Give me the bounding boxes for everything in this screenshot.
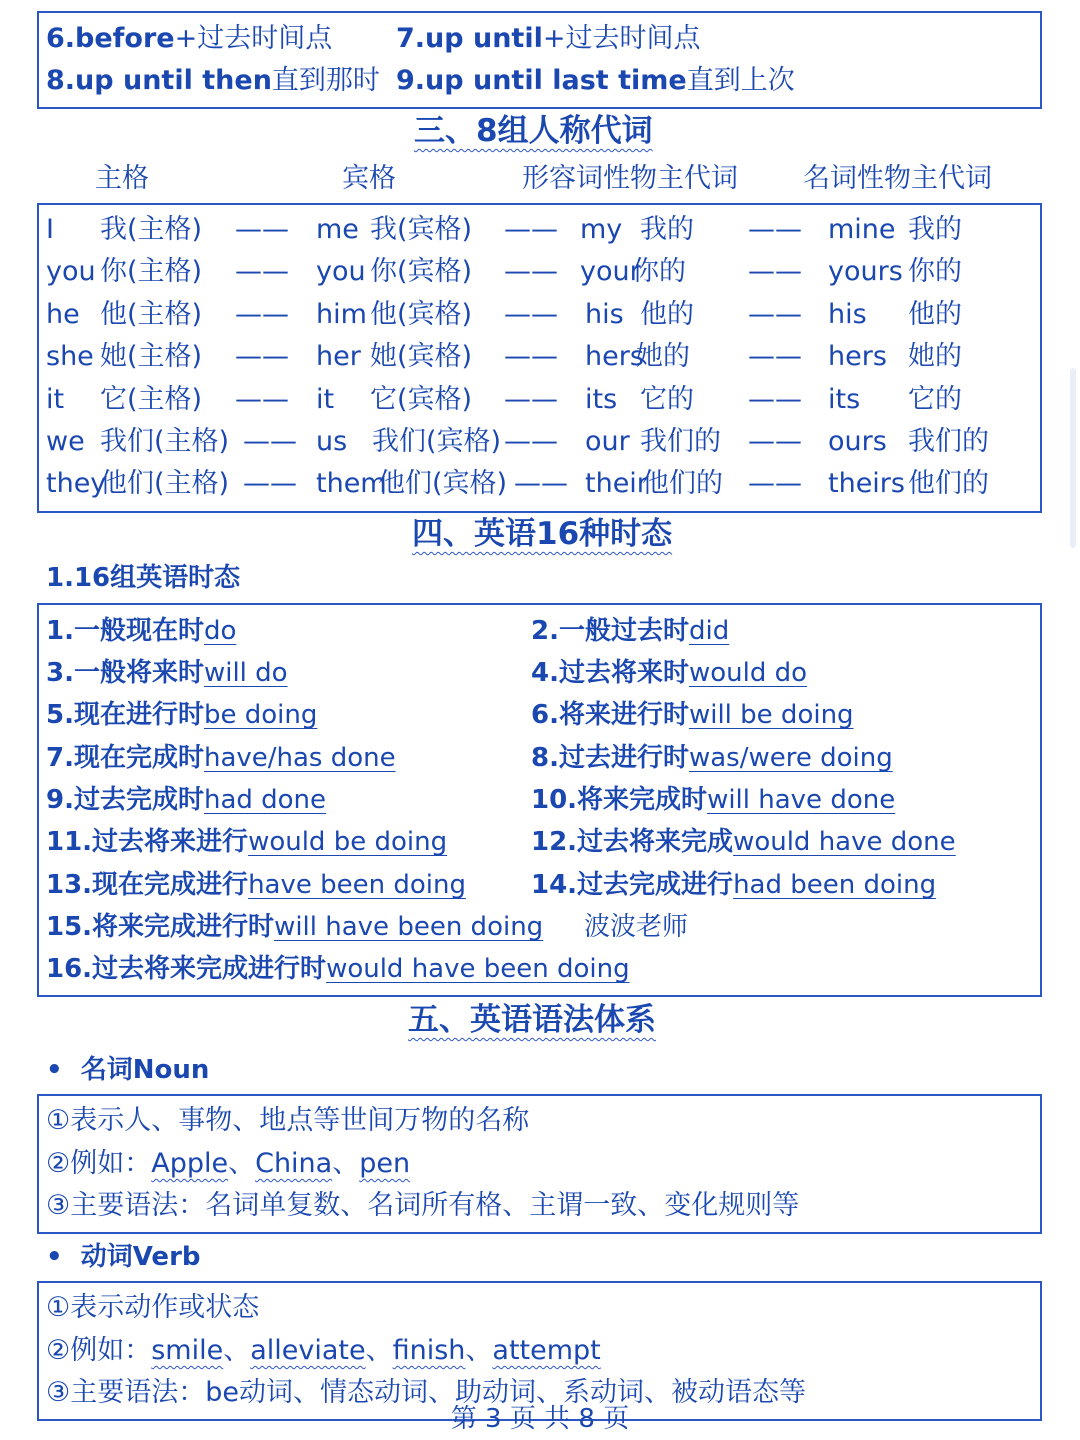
dash: —— <box>748 425 802 457</box>
grammar-heading: 五、英语语法体系 <box>408 1002 656 1038</box>
pronoun-noun: ours <box>828 425 887 457</box>
tense-item: 15.将来完成进行时will have been doing <box>46 912 544 942</box>
pronoun-obj-cn: 它(宾格) <box>370 383 473 415</box>
tense-item: 13.现在完成进行have been doing <box>46 870 466 900</box>
tense-item: 6.将来进行时will be doing <box>531 700 854 730</box>
tense-item: 1.一般现在时do <box>46 616 237 646</box>
dash: —— <box>748 341 802 373</box>
pronoun-noun: his <box>828 298 867 330</box>
pronoun-noun: mine <box>828 214 896 245</box>
pronoun-header-objective: 宾格 <box>342 163 396 194</box>
tense-item: 10.将来完成时will have done <box>531 785 896 815</box>
pronoun-adj-cn: 他的 <box>640 298 694 330</box>
verb-examples: ②例如：smile、alleviate、finish、attempt <box>46 1335 601 1366</box>
pronoun-obj-cn: 他(宾格) <box>370 298 473 330</box>
pronoun-noun-cn: 她的 <box>908 341 962 373</box>
pronoun-adj-cn: 他们的 <box>642 468 723 500</box>
pronoun-adj-cn: 它的 <box>640 383 694 415</box>
pronoun-col-noun <box>828 209 905 506</box>
pronoun-obj-cn: 我(宾格) <box>370 214 473 245</box>
pronoun-col-subj <box>46 209 106 506</box>
tense-item: 8.过去进行时was/were doing <box>531 743 893 773</box>
pronoun-adj: my <box>580 214 623 245</box>
pronoun-subj-cn: 你(主格) <box>100 256 203 288</box>
pronoun-subj: I <box>46 214 54 245</box>
pronoun-header-adjectival: 形容词性物主代词 <box>522 163 738 194</box>
pronouns-heading: 三、8组人称代词 <box>414 113 653 149</box>
pronoun-col-noun-cn <box>908 209 989 506</box>
pronoun-subj-cn: 它(主格) <box>100 383 203 415</box>
tense-item: 7.现在完成时have/has done <box>46 743 396 773</box>
pronoun-obj: you <box>316 256 366 288</box>
tense-item: 11.过去将来进行would be doing <box>46 827 448 857</box>
tense-item: 16.过去将来完成进行时would have been doing <box>46 954 630 984</box>
tenses-heading: 四、英语16种时态 <box>412 516 673 552</box>
pronoun-subj: he <box>46 298 80 330</box>
pronoun-adj-cn: 你的 <box>632 256 686 288</box>
verb-title: • 动词Verb <box>46 1242 201 1272</box>
bullet-dot: • <box>46 1242 81 1272</box>
pronoun-noun-cn: 我的 <box>908 214 962 245</box>
bullet-dot: • <box>46 1055 81 1085</box>
dash: —— <box>243 425 297 457</box>
dash: —— <box>504 298 558 330</box>
pronoun-subj-cn: 他(主格) <box>100 298 203 330</box>
dash: —— <box>504 214 558 245</box>
dash: —— <box>514 468 568 500</box>
pronoun-col-dash-3 <box>748 209 802 506</box>
noun-examples: ②例如：Apple、China、pen <box>46 1148 411 1179</box>
dash: —— <box>748 383 802 415</box>
pronoun-obj: them <box>316 468 387 500</box>
noun-definition: ①表示人、事物、地点等世间万物的名称 <box>46 1105 530 1136</box>
verb-definition: ①表示动作或状态 <box>46 1292 260 1323</box>
pronoun-noun-cn: 你的 <box>908 256 962 288</box>
pronoun-noun: hers <box>828 341 887 373</box>
dash: —— <box>235 214 289 245</box>
pronoun-adj: our <box>585 425 630 457</box>
pronoun-adj: your <box>580 256 641 288</box>
pronoun-adj-cn: 我们的 <box>640 425 721 457</box>
tense-item: 2.一般过去时did <box>531 616 730 646</box>
tense-item: 4.过去将来时would do <box>531 658 808 688</box>
pronoun-subj: we <box>46 425 85 457</box>
pronoun-col-obj-cn <box>370 209 507 506</box>
dash: —— <box>748 298 802 330</box>
pronoun-subj: you <box>46 256 96 288</box>
pronoun-obj: me <box>316 214 359 245</box>
dash: —— <box>504 341 558 373</box>
pronoun-header-nominal: 名词性物主代词 <box>803 163 992 194</box>
pronoun-subj-cn: 他们(主格) <box>100 468 230 500</box>
dash: —— <box>504 383 558 415</box>
dash: —— <box>235 383 289 415</box>
noun-title: • 名词Noun <box>46 1055 210 1085</box>
pronoun-adj-cn: 我的 <box>640 214 694 245</box>
time-point-6: 6.before+过去时间点 <box>46 23 333 54</box>
time-point-9: 9.up until last time直到上次 <box>396 65 795 96</box>
pronoun-noun-cn: 他的 <box>908 298 962 330</box>
dash: —— <box>235 298 289 330</box>
pronoun-adj-cn: 她的 <box>636 341 690 373</box>
pronoun-adj: his <box>585 298 624 330</box>
pronoun-noun: theirs <box>828 468 905 500</box>
pronoun-adj: hers <box>585 341 644 373</box>
pronoun-obj: her <box>316 341 361 373</box>
dash: —— <box>748 256 802 288</box>
pronoun-obj-cn: 她(宾格) <box>370 341 473 373</box>
noun-rules: ③主要语法：名词单复数、名词所有格、主谓一致、变化规则等 <box>46 1190 800 1221</box>
pronoun-header-subjective: 主格 <box>95 163 149 194</box>
pronoun-subj-cn: 我们(主格) <box>100 425 230 457</box>
pronoun-subj-cn: 她(主格) <box>100 341 203 373</box>
pronoun-obj: us <box>316 425 348 457</box>
dash: —— <box>235 341 289 373</box>
dash: —— <box>748 468 802 500</box>
tense-item: 9.过去完成时had done <box>46 785 327 815</box>
dash: —— <box>748 214 802 245</box>
pronoun-noun-cn: 它的 <box>908 383 962 415</box>
page-footer: 第 3 页 共 8 页 <box>450 1404 630 1434</box>
teacher-signature: 波波老师 <box>584 912 689 942</box>
dash: —— <box>504 425 558 457</box>
scroll-edge <box>1070 368 1076 548</box>
pronoun-subj: it <box>46 383 65 415</box>
pronoun-subj-cn: 我(主格) <box>100 214 203 245</box>
pronoun-col-adj-cn <box>632 209 723 506</box>
pronoun-obj-cn: 他们(宾格) <box>378 468 508 500</box>
pronoun-noun-cn: 我们的 <box>908 425 989 457</box>
tense-item: 12.过去将来完成would have done <box>531 827 956 857</box>
dash: —— <box>243 468 297 500</box>
tense-item: 14.过去完成进行had been doing <box>531 870 937 900</box>
tense-item: 5.现在进行时be doing <box>46 700 318 730</box>
pronoun-noun: yours <box>828 256 903 288</box>
pronoun-adj: its <box>585 383 618 415</box>
pronoun-noun-cn: 他们的 <box>908 468 989 500</box>
verb-rules: ③主要语法：be动词、情态动词、助动词、系动词、被动语态等 <box>46 1377 806 1408</box>
pronoun-col-dash-1 <box>235 209 297 506</box>
tenses-subheading: 1.16组英语时态 <box>46 563 241 593</box>
pronoun-col-subj-cn <box>100 209 229 506</box>
time-point-8: 8.up until then直到那时 <box>46 65 380 96</box>
time-point-7: 7.up until+过去时间点 <box>396 23 701 54</box>
pronoun-obj-cn: 你(宾格) <box>370 256 473 288</box>
pronoun-col-dash-2 <box>504 209 568 506</box>
pronoun-subj: they <box>46 468 107 500</box>
dash: —— <box>504 256 558 288</box>
pronoun-obj-cn: 我们(宾格) <box>372 425 502 457</box>
tense-item: 3.一般将来时will do <box>46 658 288 688</box>
pronoun-obj: him <box>316 298 367 330</box>
pronoun-adj: their <box>585 468 648 500</box>
pronoun-obj: it <box>316 383 335 415</box>
dash: —— <box>235 256 289 288</box>
pronoun-noun: its <box>828 383 861 415</box>
pronoun-subj: she <box>46 341 94 373</box>
